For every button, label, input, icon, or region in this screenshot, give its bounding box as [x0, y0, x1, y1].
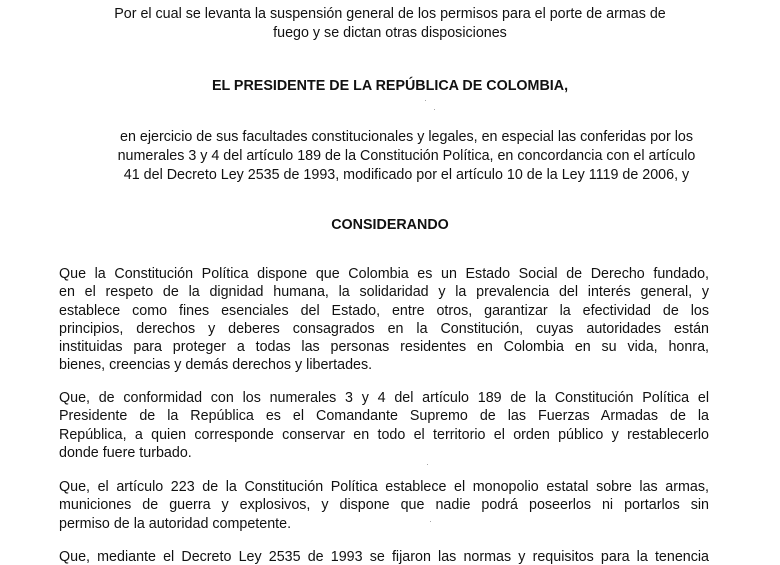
subtitle-line: Por el cual se levanta la suspensión general de los permisos para el porte de armas de: [114, 6, 666, 22]
paragraph-line: Que, mediante el Decreto Ley 2535 de 1993 se fijaron las normas y requisitos para la tenencia: [59, 549, 709, 565]
scan-speck: ·: [424, 95, 427, 105]
paragraph-president: [59, 389, 709, 462]
paragraph-line: municiones de guerra y explosivos, y dispone que nadie podrá poseerlos ni portarlos sin: [59, 497, 709, 514]
paragraph-line: permiso de la autoridad competente.: [59, 515, 292, 532]
paragraph-line: en el respeto de la dignidad humana, la solidaridad y la prevalencia del interés general, y: [59, 284, 709, 301]
scan-speck: ·: [426, 459, 429, 469]
considerando-heading: CONSIDERANDO: [331, 217, 449, 233]
paragraph-line: Que, el artículo 223 de la Constitución Política establece el monopolio estatal sobre las armas,: [59, 479, 709, 495]
scan-speck: ·: [429, 516, 432, 526]
decree-subtitle: [0, 5, 780, 43]
subtitle-line: fuego y se dictan otras disposiciones: [273, 25, 507, 41]
preamble-line: en ejercicio de sus facultades constitucionales y legales, en especial las conferidas por los: [120, 129, 693, 145]
paragraph-line: bienes, creencias y demás derechos y libertades.: [59, 357, 373, 374]
scan-speck: ·: [433, 104, 436, 114]
paragraph-line: donde fuere turbado.: [59, 444, 192, 461]
paragraph-line: Que, de conformidad con los numerales 3 y 4 del artículo 189 de la Constitución Política el: [59, 390, 709, 406]
authority-heading: EL PRESIDENTE DE LA REPÚBLICA DE COLOMBIA,: [211, 78, 569, 94]
preamble: [93, 128, 720, 185]
paragraph-line: principios, derechos y deberes consagrados en la Constitución, cuyas autoridades están: [59, 320, 709, 337]
paragraph-line: Que la Constitución Política dispone que Colombia es un Estado Social de Derecho fundado,: [59, 266, 709, 282]
preamble-line: 41 del Decreto Ley 2535 de 1993, modificado por el artículo 10 de la Ley 1119 de 2006, y: [123, 167, 690, 183]
paragraph-line: instituidas para proteger a todas las personas residentes en Colombia en su vida, honra,: [59, 339, 709, 356]
paragraph-article-223: [59, 478, 709, 533]
paragraph-line: establece como fines esenciales del Estado, entre otros, garantizar la efectividad de los: [59, 302, 709, 319]
paragraph-line: República, a quien corresponde conservar en todo el territorio el orden público y restablecerlo: [59, 426, 709, 443]
paragraph-line: Presidente de la República es el Comandante Supremo de las Fuerzas Armadas de la: [59, 408, 709, 425]
paragraph-decree-2535: [59, 548, 709, 565]
preamble-line: numerales 3 y 4 del artículo 189 de la Constitución Política, en concordancia con el artículo: [117, 148, 696, 164]
paragraph-constitution: [59, 265, 709, 375]
